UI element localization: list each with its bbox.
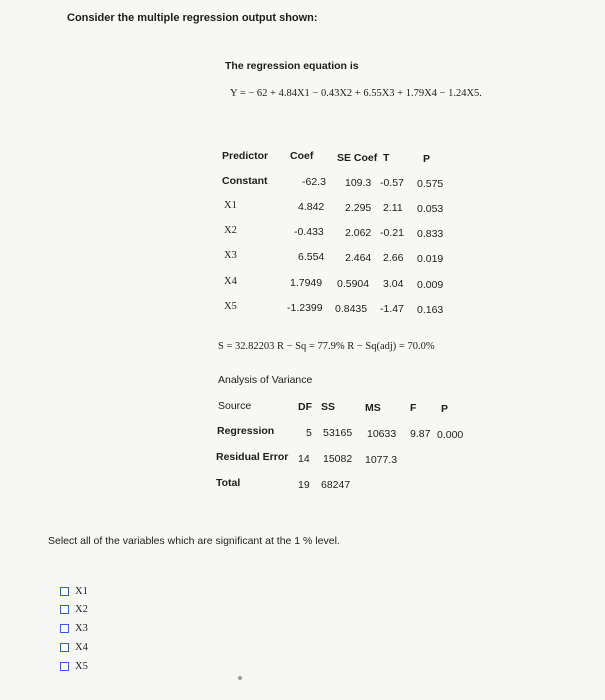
option-label: X1 [75,586,88,597]
t-value: 3.04 [383,278,404,290]
anova-ss: 15082 [323,453,353,465]
cursor-dot [238,676,242,680]
anova-header-f: F [410,402,417,414]
t-value: -0.21 [380,227,404,239]
anova-source-total: Total [216,477,241,489]
checkbox[interactable] [60,643,69,652]
option-label: X4 [75,642,88,653]
p-value: 0.163 [417,304,444,316]
checkbox[interactable] [60,587,69,596]
option-label: X2 [75,604,88,615]
anova-header-ms: MS [365,402,381,414]
option-label: X5 [75,661,88,672]
header-coef: Coef [290,150,314,162]
anova-f: 9.87 [410,428,431,440]
anova-df: 14 [298,453,310,465]
predictor-x3: X3 [224,250,237,261]
header-predictor: Predictor [222,150,269,162]
option-x4[interactable] [60,642,88,653]
coef-value: -0.433 [294,226,324,238]
predictor-x5: X5 [224,301,237,312]
t-value: 2.11 [383,202,403,214]
coef-value: 1.7949 [290,277,323,289]
se-value: 2.062 [345,227,372,239]
checkbox[interactable] [60,605,69,614]
option-label: X3 [75,623,88,634]
se-value: 109.3 [345,177,372,189]
anova-source-regression: Regression [217,425,275,437]
option-x1[interactable] [60,586,88,597]
anova-header-ss: SS [321,401,336,413]
model-summary: S = 32.82203 R − Sq = 77.9% R − Sq(adj) = 70.0% [218,341,435,352]
option-x5[interactable] [60,661,88,672]
anova-df: 5 [306,427,312,439]
predictor-constant: Constant [222,175,268,187]
anova-ss: 68247 [321,479,351,491]
t-value: -0.57 [380,177,404,189]
anova-p: 0.000 [437,429,464,441]
header-p: P [423,153,431,165]
header-se-coef: SE Coef [337,152,378,164]
se-value: 2.295 [345,202,372,214]
coef-value: -62.3 [302,176,326,188]
coef-value: -1.2399 [287,302,323,314]
p-value: 0.833 [417,228,444,240]
t-value: 2.66 [383,252,404,264]
p-value: 0.053 [417,203,444,215]
anova-ms: 1077.3 [365,454,398,466]
predictor-x1: X1 [224,200,237,211]
se-value: 0.5904 [337,278,370,290]
se-value: 0.8435 [335,303,368,315]
t-value: -1.47 [380,303,404,315]
regression-equation: Y = − 62 + 4.84X1 − 0.43X2 + 6.55X3 + 1.79X4 − 1.24X5. [230,88,482,99]
anova-title: Analysis of Variance [218,374,313,386]
coef-value: 6.554 [298,251,325,263]
checkbox[interactable] [60,662,69,671]
anova-source-residual: Residual Error [216,451,289,463]
header-t: T [383,152,390,164]
anova-ms: 10633 [367,428,397,440]
predictor-x4: X4 [224,276,237,287]
anova-df: 19 [298,479,310,491]
p-value: 0.019 [417,253,444,265]
p-value: 0.009 [417,279,444,291]
checkbox[interactable] [60,624,69,633]
se-value: 2.464 [345,252,372,264]
equation-heading: The regression equation is [225,60,359,72]
option-x3[interactable] [60,623,88,634]
p-value: 0.575 [417,178,444,190]
option-x2[interactable] [60,604,88,615]
anova-header-df: DF [298,401,312,413]
coef-value: 4.842 [298,201,325,213]
predictor-x2: X2 [224,225,237,236]
select-prompt: Select all of the variables which are significant at the 1 % level. [48,535,340,547]
question-text: Consider the multiple regression output shown: [67,12,318,24]
anova-header-source: Source [218,400,252,412]
anova-header-p: P [441,403,449,415]
anova-ss: 53165 [323,427,353,439]
